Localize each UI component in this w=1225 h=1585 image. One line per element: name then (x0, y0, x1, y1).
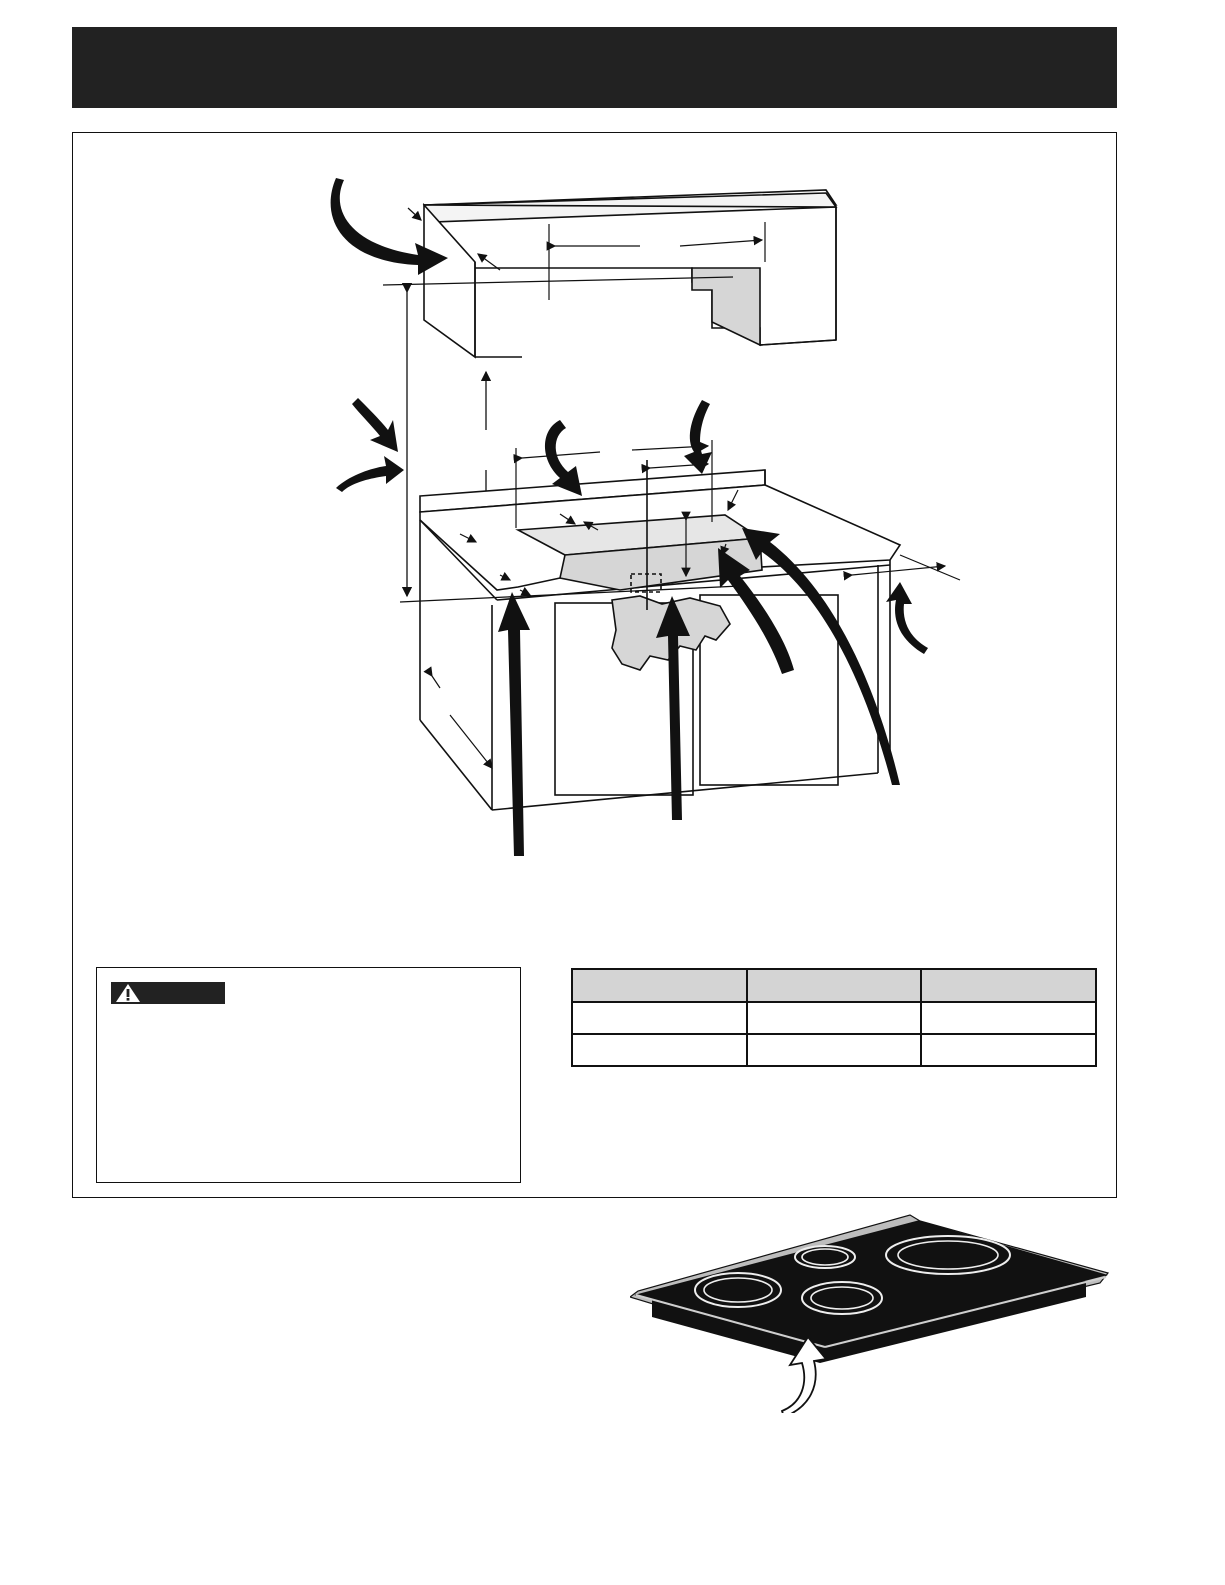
curved-arrow-icon (498, 592, 530, 856)
warning-label (111, 982, 225, 1004)
curved-arrow-icon (656, 596, 690, 820)
curved-arrow-icon (886, 582, 928, 654)
curved-arrow-icon (684, 400, 712, 474)
table-cell (747, 1034, 922, 1066)
table-header-cell (921, 969, 1096, 1002)
table-cell (572, 1034, 747, 1066)
curved-arrow-icon (336, 456, 404, 492)
table-header-row (572, 969, 1096, 1002)
table-cell (921, 1034, 1096, 1066)
table-cell (921, 1002, 1096, 1034)
curved-arrow-icon (545, 420, 582, 496)
table-cell (747, 1002, 922, 1034)
table-row (572, 1002, 1096, 1034)
curved-arrow-icon (352, 398, 398, 452)
cooktop-illustration (630, 1213, 1130, 1413)
wall-cabinet (424, 190, 836, 357)
table-cell (572, 1002, 747, 1034)
table-header-cell (572, 969, 747, 1002)
dimension-table (571, 968, 1097, 1067)
warning-box (96, 967, 521, 1183)
warning-triangle-icon (115, 983, 141, 1003)
table-header-cell (747, 969, 922, 1002)
table-row (572, 1034, 1096, 1066)
